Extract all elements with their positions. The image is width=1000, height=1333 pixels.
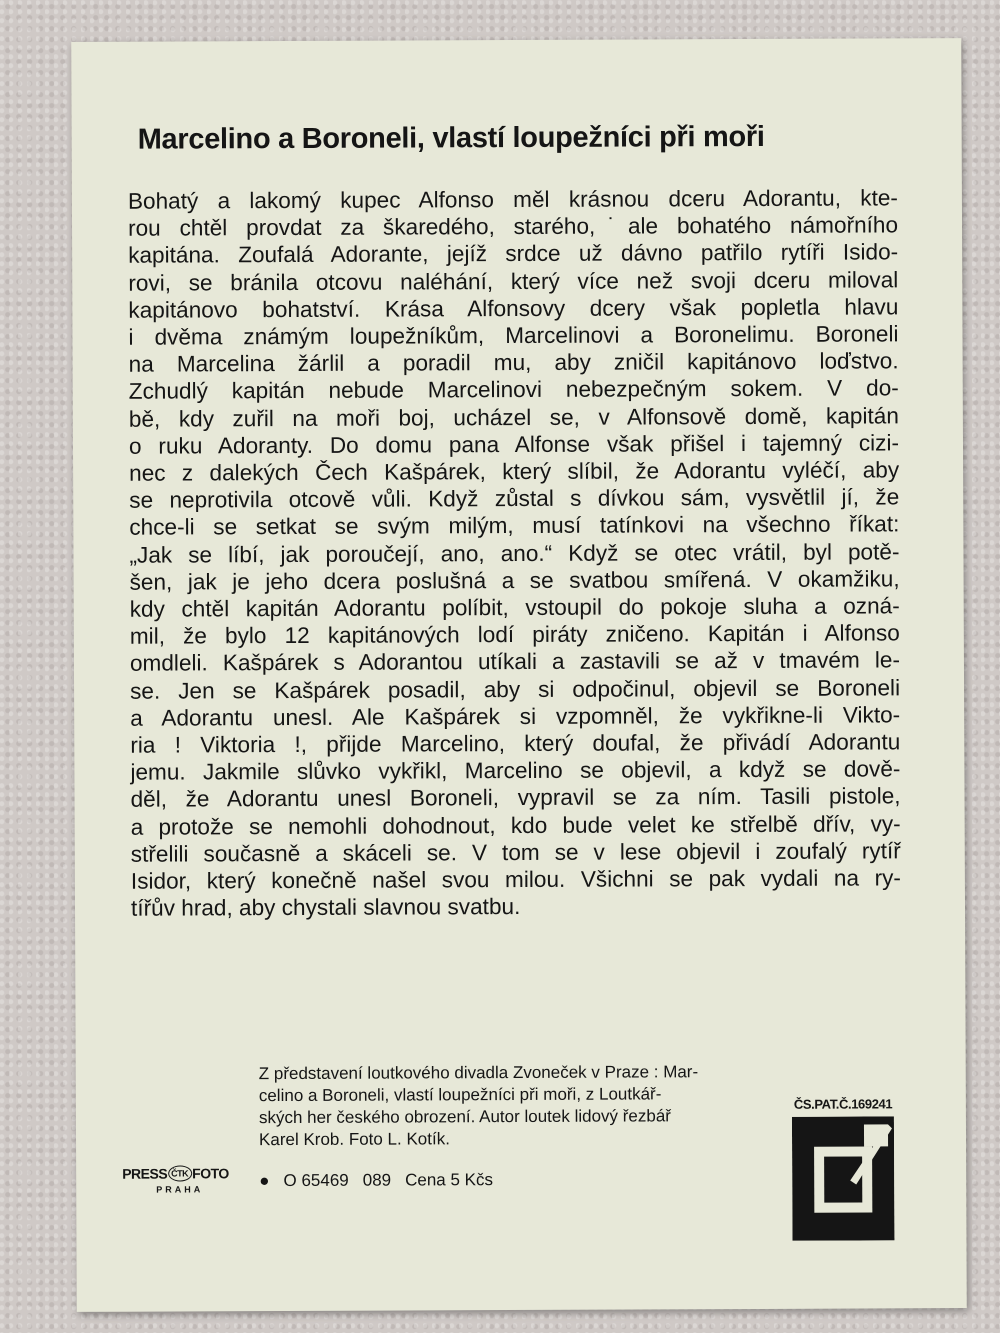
logo-wordmark	[122, 1165, 229, 1183]
story-line: rovi, se bránila otcovu naléhání, který více než svoji dceru miloval	[128, 266, 899, 296]
logo-city: PRAHA	[156, 1184, 204, 1195]
credits-line: celino a Boroneli, vlastí loupežníci při moři, z Loutkář-	[258, 1084, 662, 1106]
patent-number: ČS.PAT.Č.169241	[793, 1096, 893, 1112]
story-line: se. Jen se Kašpárek posadil, aby si odpočinul, objevil se Boroneli	[130, 674, 901, 704]
bullet-icon: ●	[259, 1171, 270, 1191]
page-title: Marcelino a Boroneli, vlastí loupežníci při moři	[137, 120, 765, 156]
catalog-code: 089	[362, 1170, 392, 1190]
price-label: Cena 5 Kčs	[405, 1170, 494, 1190]
story-line: chce-li se setkat se svým milým, musí tatínkovi na všechno říkat:	[129, 511, 900, 541]
logo-left: PRESS	[122, 1165, 168, 1182]
story-line: o ruku Adoranty. Do domu pana Alfonse však přišel i tajemný cizi-	[128, 430, 900, 459]
story-line: děl, že Adorantu unesl Boroneli, vypravil se za ním. Tasili pistole,	[130, 783, 901, 813]
story-line: kdy chtěl kapitán Adorantu políbit, vstoupil do pokoje sluha a ozná-	[129, 593, 900, 622]
press-foto-logo	[122, 1165, 242, 1206]
credits-text	[259, 1061, 779, 1151]
story-line: rou chtěl provdat za škaredého, starého,˙ale bohatého námořního	[127, 212, 899, 241]
story-line: se neprotivila otcově vůli. Když zůstal s dívkou sám, vysvětlil jí, že	[129, 484, 900, 513]
story-line: na Marcelina žárlil a poradil mu, aby zničil kapitánovo loďstvo.	[128, 348, 899, 377]
story-line: střelili současně a skáceli se. V tom se v lese objevil i zoufalý rytíř	[130, 838, 901, 867]
story-line: nec z dalekých Čech Kašpárek, který slíbil, že Adorantu vyléčí, aby	[129, 457, 900, 486]
story-line: omdleli. Kašpárek s Adorantou utíkali a zastavili se až v tmavém le-	[129, 647, 900, 677]
story-line: šen, jak je jeho dcera poslušná a se svatbou smířená. V okamžiku,	[129, 566, 900, 595]
story-text	[128, 184, 901, 922]
catalog-number: O 65469	[283, 1170, 349, 1191]
patent-mark-icon	[792, 1116, 895, 1240]
story-line: i dvěma známým loupežníkům, Marcelinovi a Boronelimu. Boroneli	[128, 321, 899, 350]
postcard-back	[71, 38, 967, 1312]
credits-line: Z představení loutkového divadla Zvoneček v Praze : Mar-	[258, 1062, 699, 1084]
story-line: mil, že bylo 12 kapitánových lodí piráty zničeno. Kapitán i Alfonso	[129, 620, 900, 649]
logo-middle: ČTK	[171, 1168, 189, 1179]
story-line: a Adorantu unesl. Ale Kašpárek si vzpomněl, že vykřikne-li Vikto-	[130, 702, 901, 731]
story-line: kapitánovo bohatství. Krása Alfonsovy dcery však popletla hlavu	[128, 294, 899, 323]
story-line: a protože se nemohli dohodnout, kdo bude velet ke střelbě dřív, vy-	[130, 811, 901, 840]
story-line: Bohatý a lakomý kupec Alfonso měl krásnou dceru Adorantu, kte-	[127, 185, 898, 214]
story-line: jemu. Jakmile slůvko vykřikl, Marcelino se objevil, a když se dově-	[130, 756, 901, 785]
story-line: „Jak se líbí, jak poroučejí, ano, ano.“ Když se otec vrátil, byl potě-	[129, 538, 900, 568]
credits-line: ských her českého obrození. Autor loutek lidový řezbář	[258, 1106, 671, 1128]
logo-right: FOTO	[192, 1165, 229, 1182]
story-line: ria ! Viktoria !, přijde Marcelino, který doufal, že přivádí Adorantu	[130, 729, 901, 758]
story-line: bě, kdy zuřil na moři boj, ucházel se, v Alfonsově domě, kapitán	[128, 402, 899, 432]
credits-line: Karel Krob. Foto L. Kotík.	[258, 1129, 450, 1150]
story-line: Zchudlý kapitán nebude Marcelinovi nebezpečným sokem. V do-	[128, 375, 899, 405]
story-line: Isidor, který konečně našel svou milou. Všichni se pak vydali na ry-	[130, 865, 901, 894]
story-line: tířův hrad, aby chystali slavnou svatbu.	[130, 894, 521, 921]
catalog-info	[259, 1170, 507, 1191]
story-line: kapitána. Zoufalá Adorante, jejíž srdce už dávno patřilo rytíři Isido-	[128, 239, 899, 269]
